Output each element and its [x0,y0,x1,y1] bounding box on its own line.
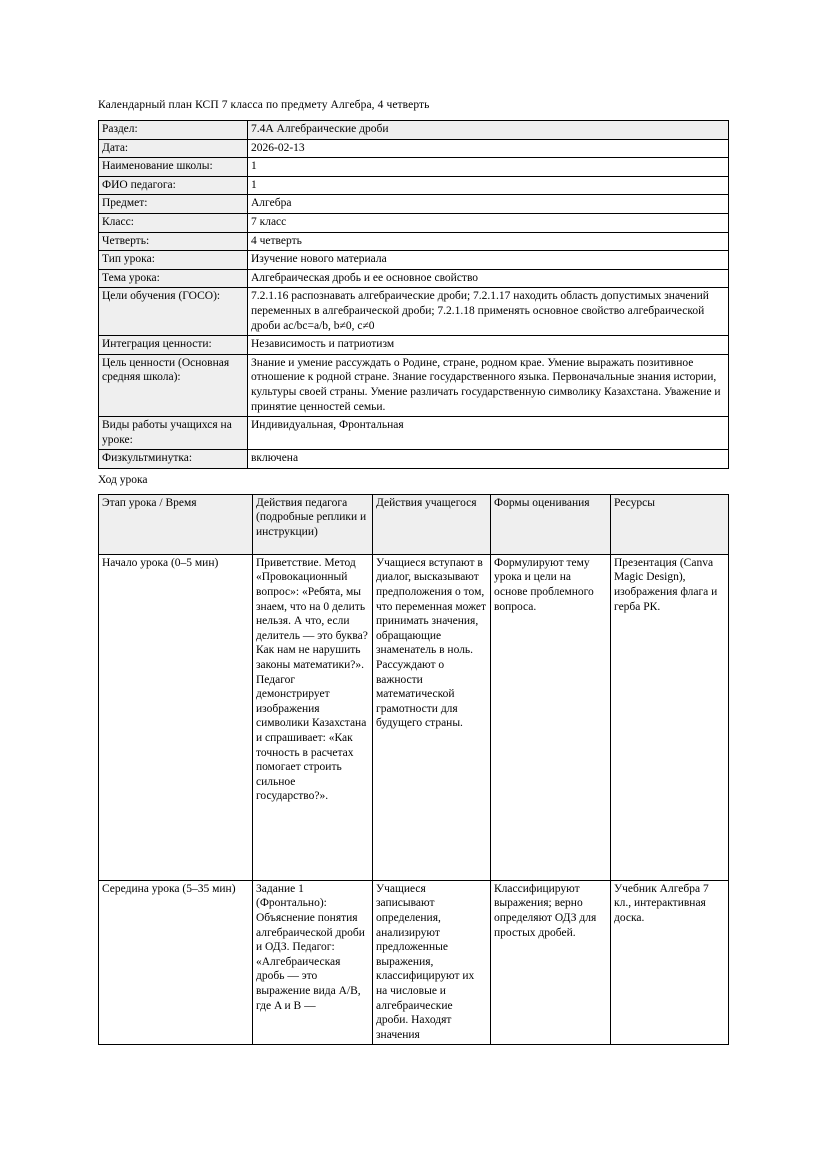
info-value-topic: Алгебраическая дробь и ее основное свойство [248,269,729,288]
lesson-info-table [98,120,729,469]
cell-assessment: Формулируют тему урока и цели на основе проблемного вопроса. [491,554,611,880]
info-label-teacher: ФИО педагога: [99,176,248,195]
table-row [99,176,729,195]
info-value-value-integration: Независимость и патриотизм [248,336,729,355]
info-value-school: 1 [248,158,729,177]
cell-student-actions: Учащиеся вступают в диалог, высказывают предположения о том, что переменная может принимать значения, обращающие знаменатель в ноль. Рассуждают о важности математической грамотности для будущего страны. [373,554,491,880]
cell-teacher-actions: Приветствие. Метод «Провокационный вопрос»: «Ребята, мы знаем, что на 0 делить нельзя. А что, если делитель — это буква? Как нам не нарушить законы математики?». Педагог демонстрирует изображения символики Казахстана и спрашивает: «Как точность в расчетах помогает строить сильное государство?». [253,554,373,880]
info-label-grade: Класс: [99,213,248,232]
cell-stage: Начало урока (0–5 мин) [99,554,253,880]
info-value-work-types: Индивидуальная, Фронтальная [248,417,729,450]
cell-resources: Учебник Алгебра 7 кл., интерактивная доска. [611,880,729,1045]
table-row [99,354,729,416]
table-row [99,213,729,232]
info-label-value-integration: Интеграция ценности: [99,336,248,355]
info-label-school: Наименование школы: [99,158,248,177]
info-value-value-goal: Знание и умение рассуждать о Родине, стране, родном крае. Умение выражать позитивное отношение к родной стране. Знание государственного языка. Первоначальные знания истории, культуры своей страны. Умение различать государственную символику Казахстана. Уважение и принятие ценностей семьи. [248,354,729,416]
info-value-teacher: 1 [248,176,729,195]
table-row [99,450,729,469]
table-row [99,232,729,251]
table-row [99,195,729,214]
info-label-razdel: Раздел: [99,121,248,140]
cell-resources: Презентация (Canva Magic Design), изображения флага и герба РК. [611,554,729,880]
cell-stage: Середина урока (5–35 мин) [99,880,253,1045]
lesson-flow-heading: Ход урока [98,473,148,486]
info-label-work-types: Виды работы учащихся на уроке: [99,417,248,450]
table-row [99,288,729,336]
info-label-subject: Предмет: [99,195,248,214]
table-row [99,269,729,288]
table-row [99,158,729,177]
info-label-lesson-type: Тип урока: [99,251,248,270]
info-value-subject: Алгебра [248,195,729,214]
document-content [98,98,728,1045]
info-value-data: 2026-02-13 [248,139,729,158]
info-value-physical-break: включена [248,450,729,469]
table-row [99,880,729,1045]
column-header-teacher-actions: Действия педагога (подробные реплики и инструкции) [253,494,373,554]
table-row [99,121,729,140]
info-value-objectives: 7.2.1.16 распознавать алгебраические дроби; 7.2.1.17 находить область допустимых значений переменных в алгебраической дроби; 7.2.1.18 применять основное свойство алгебраической дроби ac/bc=a/b, b≠0, c≠0 [248,288,729,336]
table-row [99,336,729,355]
info-value-grade: 7 класс [248,213,729,232]
table-row [99,251,729,270]
column-header-assessment: Формы оценивания [491,494,611,554]
info-label-objectives: Цели обучения (ГОСО): [99,288,248,336]
info-value-quarter: 4 четверть [248,232,729,251]
cell-student-actions: Учащиеся записывают определения, анализируют предложенные выражения, классифицируют их на числовые и алгебраические дроби. Находят значения [373,880,491,1045]
cell-teacher-actions: Задание 1 (Фронтально): Объяснение понятия алгебраической дроби и ОДЗ. Педагог: «Алгебраическая дробь — это выражение вида A/B, где A и B — [253,880,373,1045]
column-header-student-actions: Действия учащегося [373,494,491,554]
info-value-lesson-type: Изучение нового материала [248,251,729,270]
cell-assessment: Классифицируют выражения; верно определяют ОДЗ для простых дробей. [491,880,611,1045]
column-header-stage: Этап урока / Время [99,494,253,554]
info-label-data: Дата: [99,139,248,158]
lesson-flow-table [98,494,729,1046]
table-row [99,554,729,880]
info-label-physical-break: Физкультминутка: [99,450,248,469]
column-header-resources: Ресурсы [611,494,729,554]
info-label-quarter: Четверть: [99,232,248,251]
info-value-razdel: 7.4А Алгебраические дроби [248,121,729,140]
table-header-row [99,494,729,554]
info-label-topic: Тема урока: [99,269,248,288]
page-title: Календарный план КСП 7 класса по предмету Алгебра, 4 четверть [98,99,430,111]
info-label-value-goal: Цель ценности (Основная средняя школа): [99,354,248,416]
table-row [99,139,729,158]
table-row [99,417,729,450]
